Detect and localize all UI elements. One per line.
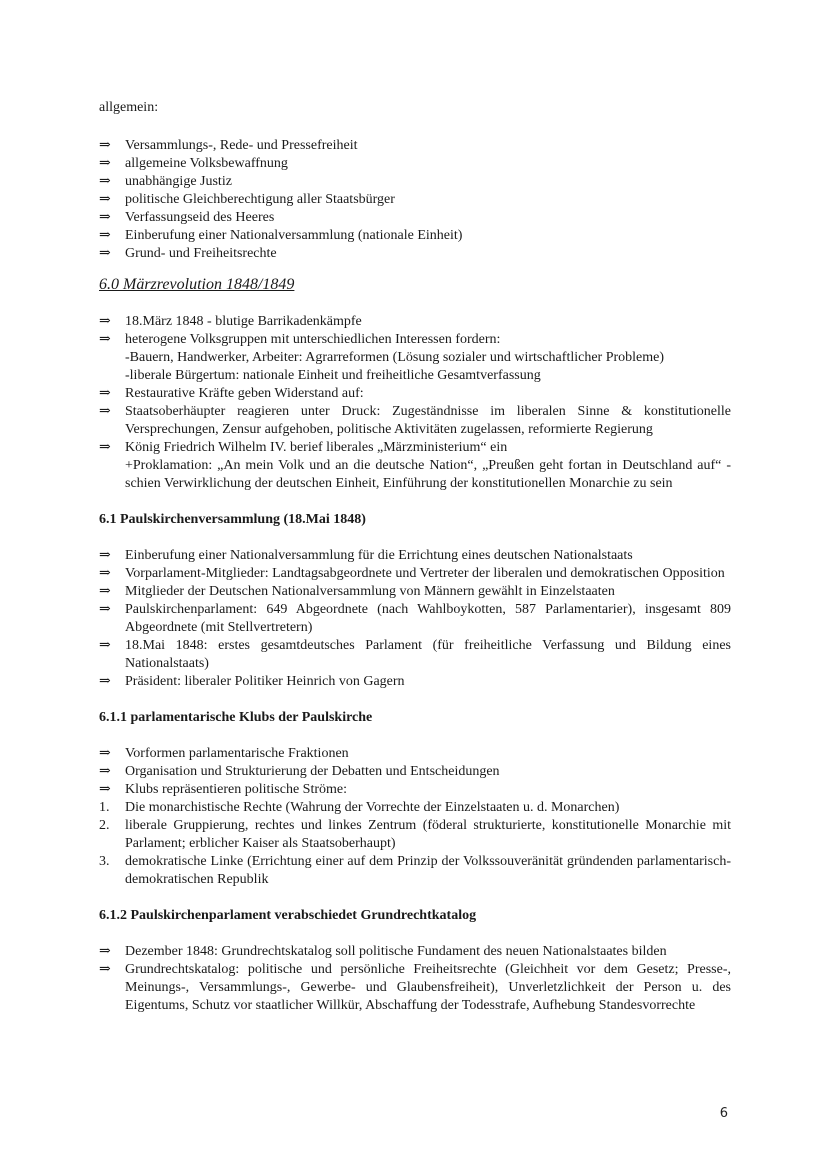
list-section-6-1-2	[99, 943, 731, 1015]
list-item: ⇒ Vorparlament-Mitglieder: Landtagsabgeordnete und Vertreter der liberalen und demokratischen Opposition	[99, 566, 725, 581]
list-item: ⇒ Staatsoberhäupter reagieren unter Druck: Zugeständnisse im liberalen Sinne & konstitutionelle Versprechungen, Zensur aufgehoben, politische Aktivitäten zugelassen, reformierte Regierung	[99, 404, 731, 437]
list-item: ⇒ Restaurative Kräfte geben Widerstand auf:	[99, 386, 364, 401]
section-6-1-title: 6.1 Paulskirchenversammlung (18.Mai 1848)	[99, 512, 366, 527]
arrow-icon: ⇒	[99, 246, 111, 261]
list-section-6-1-1	[99, 745, 731, 889]
list-item: ⇒ Klubs repräsentieren politische Ströme:	[99, 782, 347, 797]
arrow-icon: ⇒	[99, 548, 111, 563]
list-item: ⇒ unabhängige Justiz	[99, 174, 232, 189]
list-item: ⇒ Dezember 1848: Grundrechtskatalog soll politische Fundament des neuen Nationalstaates bilden	[99, 944, 667, 959]
list-item: ⇒ Paulskirchenparlament: 649 Abgeordnete (nach Wahlboykotten, 587 Parlamentarier), insgesamt 809 Abgeordnete (mit Stellvertretern)	[99, 602, 731, 635]
numbered-item: 1. Die monarchistische Rechte (Wahrung der Vorrechte der Einzelstaaten u. d. Monarchen)	[99, 800, 620, 815]
list-item: ⇒ König Friedrich Wilhelm IV. berief liberales „Märzministerium“ ein +Proklamation: „An mein Volk und an die deutsche Nation“, „Preußen geht fortan in Deutschland auf“ - schien Verwirklichung der deutschen Einheit, Einführung der konstitutionellen Monarchie zu sein	[99, 440, 731, 491]
arrow-icon: ⇒	[99, 566, 111, 581]
arrow-icon: ⇒	[99, 638, 111, 653]
arrow-icon: ⇒	[99, 746, 111, 761]
list-item: ⇒ Mitglieder der Deutschen Nationalversammlung von Männern gewählt in Einzelstaaten	[99, 584, 615, 599]
list-item: ⇒ Versammlungs-, Rede- und Pressefreiheit	[99, 138, 358, 153]
numbered-item: 2. liberale Gruppierung, rechtes und linkes Zentrum (föderal strukturierte, konstitutionelle Monarchie mit Parlament; erblicher Kaiser als Staatsoberhaupt)	[99, 818, 731, 851]
section-6-title: 6.0 Märzrevolution 1848/1849	[99, 276, 295, 293]
list-item: ⇒ Grund- und Freiheitsrechte	[99, 246, 277, 261]
list-general	[99, 137, 731, 263]
arrow-icon: ⇒	[99, 440, 111, 455]
item-number: 3.	[99, 854, 110, 869]
list-item: ⇒ Grundrechtskatalog: politische und persönliche Freiheitsrechte (Gleichheit vor dem Gesetz; Presse-, Meinungs-, Versammlungs-, Gewerbe- und Glaubensfreiheit), Unverletzlichkeit der Person u. des Eigentums, Schutz vor staatlicher Willkür, Abschaffung der Todesstrafe, Aufhebung Standesvorrechte	[99, 962, 731, 1013]
arrow-icon: ⇒	[99, 228, 111, 243]
arrow-icon: ⇒	[99, 156, 111, 171]
arrow-icon: ⇒	[99, 674, 111, 689]
item-number: 2.	[99, 818, 110, 833]
list-item: ⇒ Einberufung einer Nationalversammlung (nationale Einheit)	[99, 228, 463, 243]
list-item: ⇒ allgemeine Volksbewaffnung	[99, 156, 288, 171]
numbered-item: 3. demokratische Linke (Errichtung einer auf dem Prinzip der Volkssouveränität gründenden parlamentarisch- demokratischen Republik	[99, 854, 731, 887]
item-number: 1.	[99, 800, 110, 815]
sub-line: -liberale Bürgertum: nationale Einheit und freiheitliche Gesamtverfassung	[125, 368, 541, 383]
arrow-icon: ⇒	[99, 764, 111, 779]
intro-label: allgemein:	[99, 100, 159, 115]
list-item: ⇒ heterogene Volksgruppen mit unterschiedlichen Interessen fordern: -Bauern, Handwerker, Arbeiter: Agrarreformen (Lösung sozialer und wirtschaftlicher Probleme) -liberale Bürgertum: nationale Einheit und freiheitliche Gesamtverfassung	[99, 331, 731, 385]
arrow-icon: ⇒	[99, 962, 111, 977]
arrow-icon: ⇒	[99, 138, 111, 153]
arrow-icon: ⇒	[99, 314, 111, 329]
arrow-icon: ⇒	[99, 944, 111, 959]
list-item: ⇒ Verfassungseid des Heeres	[99, 210, 275, 225]
list-item: ⇒ Vorformen parlamentarische Fraktionen	[99, 746, 349, 761]
list-item: ⇒ politische Gleichberechtigung aller Staatsbürger	[99, 192, 395, 207]
arrow-icon: ⇒	[99, 602, 111, 617]
document-page	[99, 99, 731, 1015]
arrow-icon: ⇒	[99, 782, 111, 797]
list-section-6-1	[99, 547, 731, 691]
arrow-icon: ⇒	[99, 192, 111, 207]
page-number: 6	[719, 1106, 728, 1121]
arrow-icon: ⇒	[99, 386, 111, 401]
section-6-1-2-title: 6.1.2 Paulskirchenparlament verabschiedet Grundrechtkatalog	[99, 908, 477, 923]
list-item: ⇒ Präsident: liberaler Politiker Heinrich von Gagern	[99, 674, 405, 689]
arrow-icon: ⇒	[99, 332, 111, 347]
arrow-icon: ⇒	[99, 584, 111, 599]
section-6-1-1-title: 6.1.1 parlamentarische Klubs der Paulskirche	[99, 710, 373, 725]
sub-line: +Proklamation: „An mein Volk und an die deutsche Nation“, „Preußen geht fortan in Deutschland auf“ - schien Verwirklichung der deutschen Einheit, Einführung der konstitutionellen Monarchie zu sein	[125, 458, 731, 491]
list-item: ⇒ 18.Mai 1848: erstes gesamtdeutsches Parlament (für freiheitliche Verfassung und Bildung eines Nationalstaats)	[99, 638, 731, 671]
list-item: ⇒ Einberufung einer Nationalversammlung für die Errichtung eines deutschen Nationalstaats	[99, 548, 633, 563]
arrow-icon: ⇒	[99, 404, 111, 419]
sub-line: -Bauern, Handwerker, Arbeiter: Agrarreformen (Lösung sozialer und wirtschaftlicher Probleme)	[125, 350, 665, 365]
list-item: ⇒ 18.März 1848 - blutige Barrikadenkämpfe	[99, 314, 362, 329]
list-section-6	[99, 313, 731, 493]
arrow-icon: ⇒	[99, 174, 111, 189]
list-item: ⇒ Organisation und Strukturierung der Debatten und Entscheidungen	[99, 764, 500, 779]
arrow-icon: ⇒	[99, 210, 111, 225]
